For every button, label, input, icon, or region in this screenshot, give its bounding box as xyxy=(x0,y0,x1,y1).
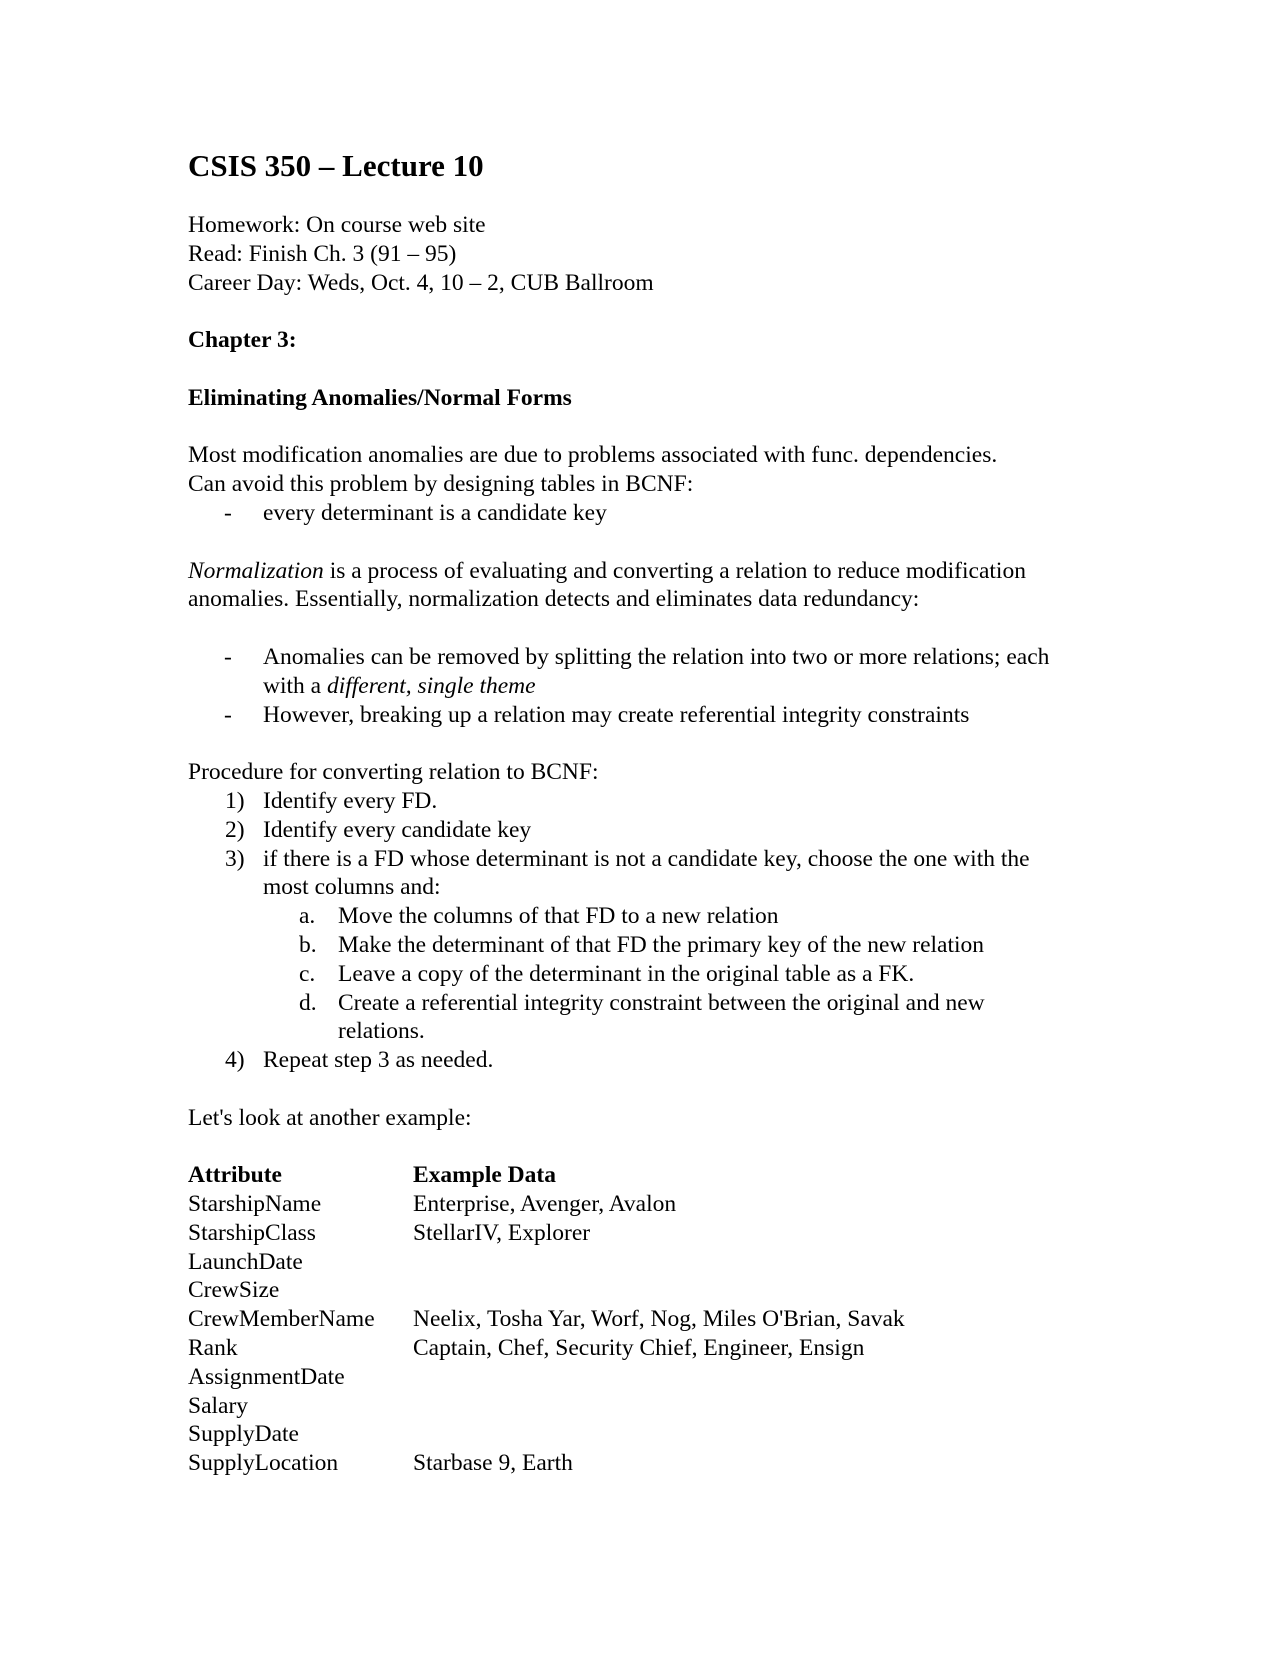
table-row xyxy=(188,1276,905,1305)
step-text: if there is a FD whose determinant is not a candidate key, choose the one with the most columns and: xyxy=(263,845,1030,901)
bullet-text: every determinant is a candidate key xyxy=(263,499,607,526)
attribute-cell: Salary xyxy=(188,1392,249,1419)
attribute-cell: StarshipClass xyxy=(188,1219,316,1246)
attribute-cell: CrewMemberName xyxy=(188,1306,375,1333)
step-number: 3) xyxy=(225,845,245,872)
example-data-cell xyxy=(413,1420,905,1449)
table-row xyxy=(188,1305,905,1334)
bullet-item xyxy=(188,643,1053,701)
example-data-cell xyxy=(413,1276,905,1305)
example-data-cell: Captain, Chef, Security Chief, Engineer, Ensign xyxy=(413,1335,865,1362)
normalization-paragraph-line xyxy=(188,557,1108,586)
substep-letter: c. xyxy=(299,960,316,987)
step-number: 1) xyxy=(225,787,245,814)
procedure-step xyxy=(188,845,1053,903)
section-heading: Eliminating Anomalies/Normal Forms xyxy=(188,384,572,411)
attribute-cell: AssignmentDate xyxy=(188,1363,345,1390)
table-row xyxy=(188,1219,905,1248)
paragraph-line: anomalies. Essentially, normalization detects and eliminates data redundancy: xyxy=(188,586,920,613)
step-text: Identify every FD. xyxy=(263,787,438,814)
table-row xyxy=(188,1392,905,1421)
normalization-term: Normalization xyxy=(188,557,324,584)
example-data-cell xyxy=(413,1392,905,1421)
attribute-cell: SupplyLocation xyxy=(188,1450,339,1477)
step-text: Identify every candidate key xyxy=(263,816,532,843)
attribute-cell: StarshipName xyxy=(188,1191,322,1218)
procedure-substep xyxy=(188,960,1108,989)
bullet-marker: - xyxy=(224,701,232,728)
step-text: Repeat step 3 as needed. xyxy=(263,1047,494,1074)
procedure-intro: Procedure for converting relation to BCNF: xyxy=(188,759,599,786)
example-data-cell: StellarIV, Explorer xyxy=(413,1219,591,1246)
table-row xyxy=(188,1363,905,1392)
column-header: Example Data xyxy=(413,1162,556,1189)
example-data-cell: Neelix, Tosha Yar, Worf, Nog, Miles O'Brian, Savak xyxy=(413,1306,905,1333)
bullet-text: However, breaking up a relation may create referential integrity constraints xyxy=(263,701,970,728)
substep-text: Create a referential integrity constraint between the original and new relations. xyxy=(338,989,985,1045)
bullet-item xyxy=(188,499,1108,528)
substep-letter: d. xyxy=(299,989,317,1016)
procedure-substep xyxy=(188,989,1043,1047)
homework-line: Homework: On course web site xyxy=(188,212,486,238)
bullet-text: Anomalies can be removed by splitting the relation into two or more relations; each with a xyxy=(263,643,1050,699)
substep-letter: a. xyxy=(299,903,316,930)
example-intro: Let's look at another example: xyxy=(188,1104,472,1131)
substep-text: Move the columns of that FD to a new relation xyxy=(338,903,779,930)
substep-text: Leave a copy of the determinant in the original table as a FK. xyxy=(338,960,915,987)
procedure-step xyxy=(188,1046,1108,1075)
table-header-row xyxy=(188,1161,905,1190)
chapter-heading: Chapter 3: xyxy=(188,327,297,354)
procedure-step xyxy=(188,816,1108,845)
table-row xyxy=(188,1334,905,1363)
attribute-cell: SupplyDate xyxy=(188,1421,299,1448)
attribute-cell: LaunchDate xyxy=(188,1248,303,1275)
table-row xyxy=(188,1449,905,1478)
paragraph-line: Most modification anomalies are due to problems associated with func. dependencies. xyxy=(188,442,998,469)
page-title: CSIS 350 – Lecture 10 xyxy=(188,148,484,183)
step-number: 2) xyxy=(225,816,245,843)
table-row xyxy=(188,1248,905,1277)
substep-letter: b. xyxy=(299,931,317,958)
attribute-cell: Rank xyxy=(188,1335,238,1362)
example-data-cell: Enterprise, Avenger, Avalon xyxy=(413,1191,677,1218)
document-body xyxy=(188,148,1108,1478)
substep-text: Make the determinant of that FD the primary key of the new relation xyxy=(338,931,985,958)
table-row xyxy=(188,1420,905,1449)
career-day-line: Career Day: Weds, Oct. 4, 10 – 2, CUB Ballroom xyxy=(188,269,654,296)
step-number: 4) xyxy=(225,1047,245,1074)
bullet-item xyxy=(188,701,1108,730)
bullet-marker: - xyxy=(224,499,232,526)
attribute-cell: CrewSize xyxy=(188,1277,280,1304)
example-data-cell xyxy=(413,1363,905,1392)
procedure-substep xyxy=(188,931,1108,960)
bullet-emphasis: different, single theme xyxy=(326,672,536,699)
procedure-substep xyxy=(188,902,1108,931)
table-row xyxy=(188,1190,905,1219)
column-header: Attribute xyxy=(188,1162,282,1189)
procedure-step xyxy=(188,787,1108,816)
paragraph-line: Can avoid this problem by designing tables in BCNF: xyxy=(188,471,694,498)
attribute-table xyxy=(188,1161,905,1478)
example-data-cell xyxy=(413,1248,905,1277)
example-data-cell: Starbase 9, Earth xyxy=(413,1450,573,1477)
bullet-marker: - xyxy=(224,643,232,670)
reading-line: Read: Finish Ch. 3 (91 – 95) xyxy=(188,240,457,267)
paragraph-text: is a process of evaluating and converting a relation to reduce modification xyxy=(323,557,1026,584)
